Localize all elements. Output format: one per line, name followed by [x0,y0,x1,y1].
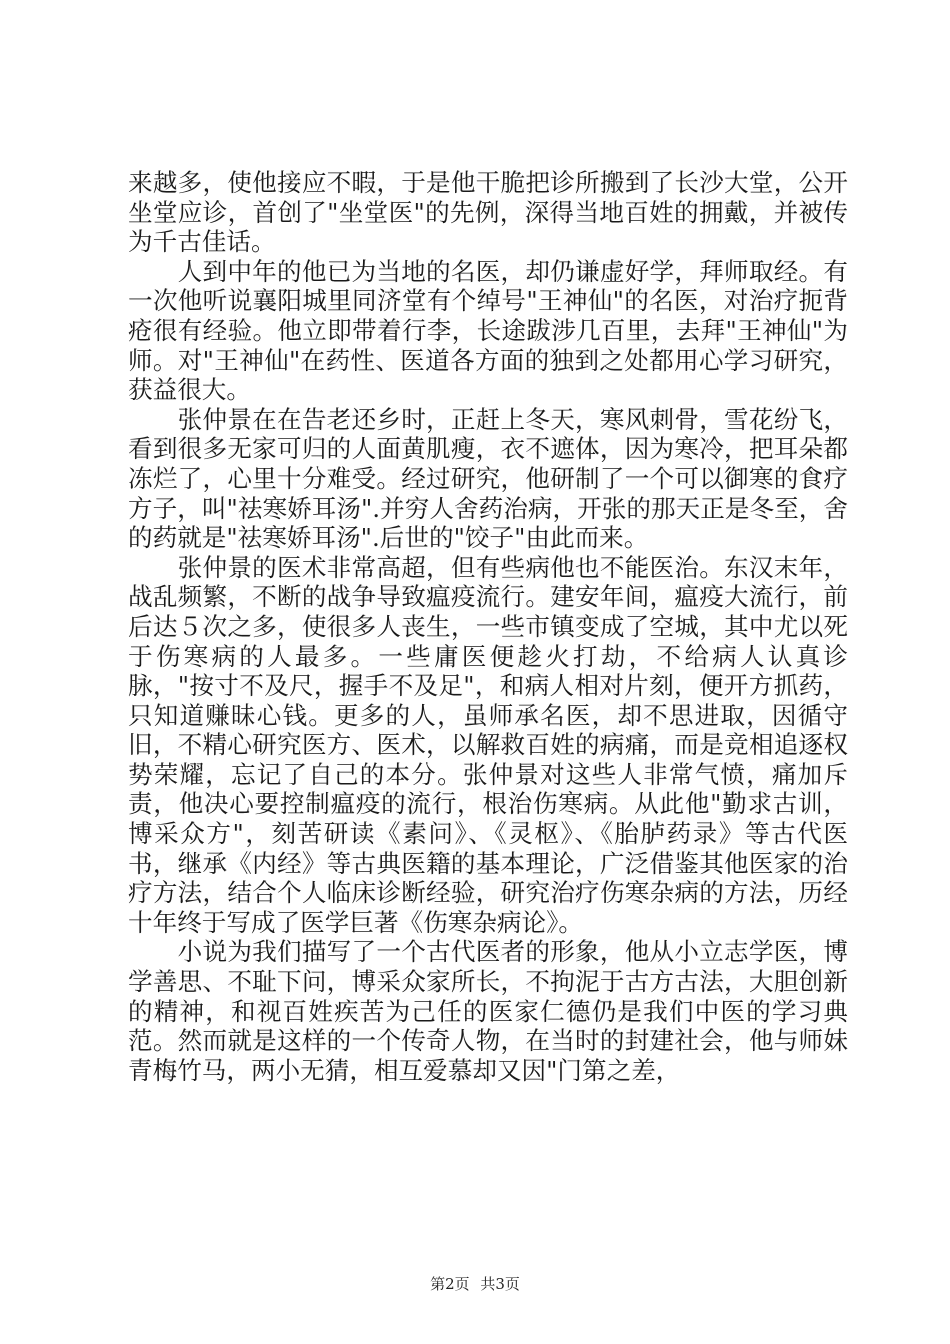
page-total: 共3页 [480,1275,520,1293]
paragraph-3: 张仲景在在告老还乡时，正赶上冬天，寒风刺骨，雪花纷飞，看到很多无家可归的人面黄肌瘦，衣不遮体，因为寒冷，把耳朵都冻烂了，心里十分难受。经过研究，他研制了一个可以御寒的食疗方子，叫"祛寒娇耳汤".并穷人舍药治病，开张的那天正是冬至，舍的药就是"祛寒娇耳汤".后世的"饺子"由此而来。 [128,404,848,553]
paragraph-5: 小说为我们描写了一个古代医者的形象，他从小立志学医，博学善思、不耻下问，博采众家所长，不拘泥于古方古法，大胆创新的精神，和视百姓疾苦为己任的医家仁德仍是我们中医的学习典范。然而就是这样的一个传奇人物，在当时的封建社会，他与师妹青梅竹马，两小无猜，相互爱慕却又因"门第之差， [128,937,848,1085]
paragraph-4: 张仲景的医术非常高超，但有些病他也不能医治。东汉末年，战乱频繁，不断的战争导致瘟疫流行。建安年间，瘟疫大流行，前后达５次之多，使很多人丧生，一些市镇变成了空城，其中尤以死于伤寒病的人最多。一些庸医便趁火打劫，不给病人认真诊脉，"按寸不及尺，握手不及足"，和病人相对片刻，便开方抓药，只知道赚昧心钱。更多的人，虽师承名医，却不思进取，因循守旧，不精心研究医方、医术，以解救百姓的病痛，而是竞相追逐权势荣耀，忘记了自己的本分。张仲景对这些人非常气愤，痛加斥责，他决心要控制瘟疫的流行，根治伤寒病。从此他"勤求古训，博采众方"，刻苦研读《素问》、《灵枢》、《胎胪药录》等古代医书，继承《内经》等古典医籍的基本理论，广泛借鉴其他医家的治疗方法，结合个人临床诊断经验，研究治疗伤寒杂病的方法，历经十年终于写成了医学巨著《伤寒杂病论》。 [128,552,848,937]
page-footer [0,1273,950,1294]
article-body [128,168,848,1085]
paragraph-2: 人到中年的他已为当地的名医，却仍谦虚好学，拜师取经。有一次他听说襄阳城里同济堂有个绰号"王神仙"的名医，对治疗扼背疮很有经验。他立即带着行李，长途跋涉几百里，去拜"王神仙"为师。对"王神仙"在药性、医道各方面的独到之处都用心学习研究，获益很大。 [128,256,848,405]
paragraph-1: 来越多，使他接应不暇，于是他干脆把诊所搬到了长沙大堂，公开坐堂应诊，首创了"坐堂医"的先例，深得当地百姓的拥戴，并被传为千古佳话。 [128,168,848,257]
page-number: 第2页 [430,1275,470,1293]
